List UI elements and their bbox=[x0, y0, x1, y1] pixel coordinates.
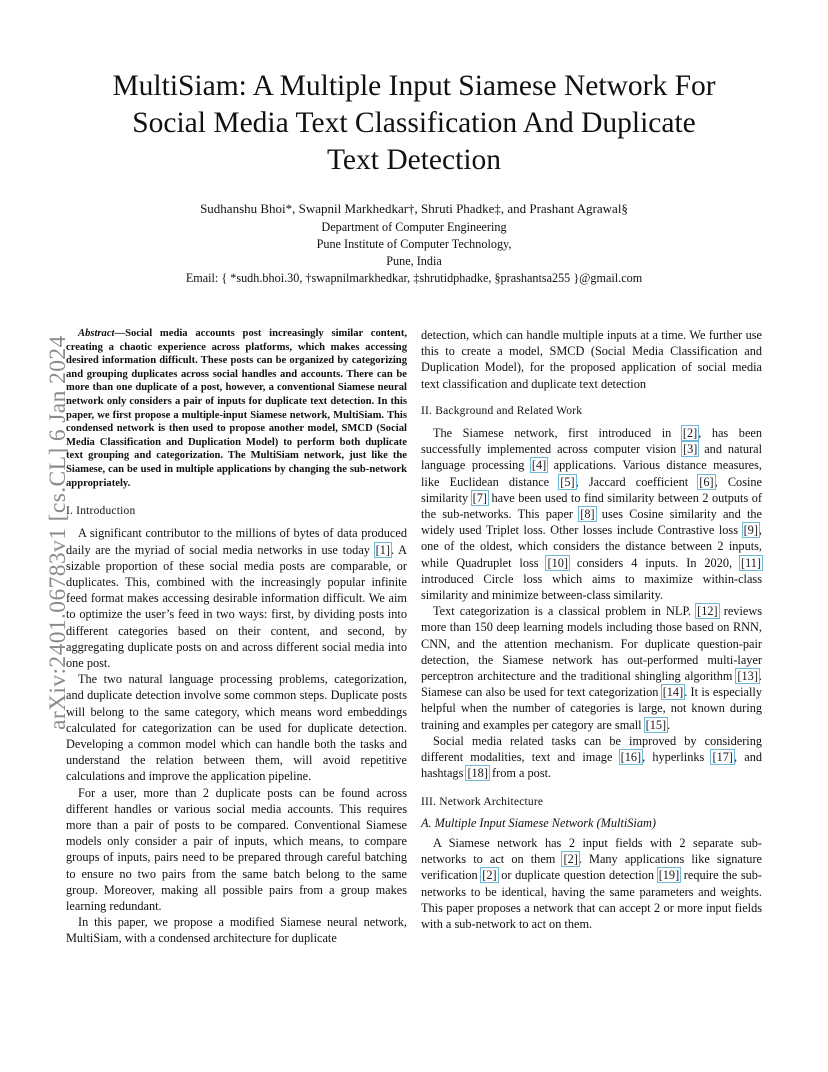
paragraph-text: require the sub-networks to be identical, having the same parameters and weights. This paper proposes a network that can accept 2 or more input fields with a sub-network to act on them. bbox=[421, 868, 763, 931]
paragraph-text: The Siamese network, first introduced in bbox=[433, 426, 682, 441]
paragraph-text: uses Cosine similarity and the widely used Triplet loss. Other losses include Contrastive loss bbox=[421, 507, 762, 538]
right-column bbox=[421, 327, 762, 932]
citation-link[interactable]: [13] bbox=[737, 669, 758, 684]
background-paragraph bbox=[421, 733, 762, 782]
title-line-3: Text Detection bbox=[326, 144, 502, 176]
abstract bbox=[66, 327, 407, 490]
citation-link[interactable]: [6] bbox=[699, 474, 714, 489]
institute: Pune Institute of Computer Technology, bbox=[316, 237, 512, 251]
section-heading-background: II. Background and Related Work bbox=[421, 404, 583, 417]
network-paragraphs bbox=[421, 835, 762, 932]
citation-link[interactable]: [2] bbox=[482, 868, 497, 883]
intro-paragraphs bbox=[66, 525, 407, 946]
citation-link[interactable]: [11] bbox=[740, 555, 762, 570]
citation-link[interactable]: [14] bbox=[662, 685, 684, 700]
paragraph-text: . bbox=[667, 717, 671, 732]
citation-link[interactable]: [2] bbox=[563, 852, 578, 867]
intro-paragraph bbox=[66, 914, 407, 946]
paragraph-text: For a user, more than 2 duplicate posts can be found across different handles or various social media accounts. This requires more than a pair of posts to be compared. Conventional Siamese models only consider a pair of inputs, which means, to compare groups of inputs, pairs need to be prepared through careful batching to ensure no two pairs from the same batch belong to the same group. Moreover, making all possible pairs from a group makes learning redundant. bbox=[66, 785, 407, 913]
paragraph-text: introduced Circle loss which aims to maximize within-class similarity and minimize between-class similarity. bbox=[421, 571, 762, 603]
paragraph-text: In this paper, we propose a modified Siamese neural network, MultiSiam, with a condensed architecture for duplicate bbox=[66, 915, 407, 946]
intro-paragraph bbox=[66, 671, 407, 784]
citation-link[interactable]: [16] bbox=[620, 750, 642, 765]
subsection-heading-multisiam: A. Multiple Input Siamese Network (MultiSiam) bbox=[421, 815, 656, 830]
abstract-text: —Social media accounts post increasingly similar content, creating a chaotic experience across platforms, which makes accessing desired information difficult. These posts can be organized by categorizing and grouping duplicates across social handles and accounts. There can be more than one duplicate of a post, however, a conventional Siamese neural network only considers a pair of inputs for duplicate text detection. In this paper, we first propose a multiple-input Siamese network, MultiSiam. This condensed network is then used to propose another model, SMCD (Social Media Classification and Duplication Model) to perform both duplicate text grouping and categorization. The MultiSiam network, just like the Siamese, can be used in multiple applications by changing the sub-network appropriately. bbox=[66, 328, 407, 489]
citation-link[interactable]: [5] bbox=[560, 474, 575, 489]
left-column bbox=[66, 327, 407, 947]
citation-link[interactable]: [12] bbox=[697, 604, 718, 619]
arxiv-stamp bbox=[9, 300, 71, 730]
paragraph-text: A significant contributor to the millions of bytes of data produced daily are the myriad of social media networks in use today bbox=[66, 526, 407, 557]
paragraph-text: reviews more than 150 deep learning models including those based on RNN, CNN, and the attention mechanism. For duplicate question-pair detection, the Siamese network has out-performed multi-layer perceptron architecture and the traditional shingling algorithm bbox=[421, 604, 762, 684]
citation-link[interactable]: [15] bbox=[645, 717, 667, 732]
paragraph-text: from a post. bbox=[488, 766, 552, 781]
citation-link[interactable]: [17] bbox=[712, 750, 733, 765]
paragraph-text: A Siamese network has 2 input fields with 2 separate sub-networks to act on them bbox=[421, 835, 762, 867]
citation-link[interactable]: [1] bbox=[375, 542, 390, 557]
city: Pune, India bbox=[386, 254, 442, 268]
paragraph-text: , and hashtags bbox=[421, 750, 763, 781]
abstract-label: Abstract bbox=[78, 328, 115, 339]
paragraph-text: , hyperlinks bbox=[642, 750, 712, 765]
paragraph-text: considers 4 inputs. In 2020, bbox=[568, 555, 740, 570]
citation-link[interactable]: [4] bbox=[531, 458, 547, 473]
arxiv-stamp-text: arXiv:2401.06783v1 [cs.CL] 6 Jan 2024 bbox=[45, 335, 71, 730]
network-paragraph bbox=[421, 835, 762, 932]
paragraph-text: . It is especially helpful when the number of categories is large, not known during training and examples per category are small bbox=[421, 685, 762, 732]
paragraph-text: . A sizable proportion of these social media posts are comparable, or duplicates. This, combined with the increasingly popular infinite feed format makes accessing desirable information difficult. We aim to optimize the user’s feed in two ways: first, by dividing posts into different categories based on their content, and second, by aggregating duplicate posts on and across different social media into one post. bbox=[66, 542, 407, 670]
author-list: Sudhanshu Bhoi*, Swapnil Markhedkar†, Shruti Phadke‡, and Prashant Agrawal§ bbox=[200, 201, 628, 216]
citation-link[interactable]: [8] bbox=[580, 507, 595, 522]
citation-link[interactable]: [10] bbox=[547, 555, 568, 570]
paragraph-text: Text categorization is a classical problem in NLP. bbox=[433, 604, 697, 619]
section-heading-network: III. Network Architecture bbox=[421, 796, 544, 809]
paragraph-text: or duplicate question detection bbox=[497, 868, 658, 883]
background-paragraphs bbox=[421, 425, 762, 781]
section-heading-intro: I. Introduction bbox=[66, 505, 136, 518]
paper-title bbox=[50, 68, 778, 179]
citation-link[interactable]: [3] bbox=[682, 442, 698, 457]
paragraph-text: , Jaccard coefficient bbox=[575, 474, 699, 489]
paragraph-text: . Siamese can also be used for text categorization bbox=[421, 669, 762, 700]
paragraph-text: , Cosine similarity bbox=[421, 474, 762, 505]
citation-link[interactable]: [18] bbox=[467, 766, 488, 781]
paragraph-text: Social media related tasks can be improved by considering different modalities, text and image bbox=[421, 733, 762, 765]
background-paragraph bbox=[421, 425, 762, 603]
department: Department of Computer Engineering bbox=[321, 220, 507, 234]
citation-link[interactable]: [2] bbox=[682, 426, 698, 441]
citation-link[interactable]: [9] bbox=[743, 523, 758, 538]
citation-link[interactable]: [7] bbox=[472, 490, 487, 505]
paragraph-text: The two natural language processing problems, categorization, and duplicate detection involve some common steps. Duplicate posts will belong to the same category, which means word embeddings calculated for categorization can be used for duplicate detection. Developing a common model which can handle both the tasks and understand the relation between them, will avoid repetitive calculations and improve the application pipeline. bbox=[66, 672, 407, 784]
paragraph-text: . Many applications like signature verification bbox=[421, 852, 762, 883]
title-line-1: MultiSiam: A Multiple Input Siamese Network For bbox=[112, 70, 716, 102]
intro-continuation: detection, which can handle multiple inputs at a time. We further use this to create a model, SMCD (Social Media Classification and Duplication Model), for the proposed application of social media text classification and duplicate text detection bbox=[421, 328, 762, 391]
paragraph-text: have been used to find similarity between 2 outputs of the sub-networks. This paper bbox=[421, 490, 762, 522]
paragraph-text: , has been successfully implemented across computer vision bbox=[421, 426, 763, 457]
citation-link[interactable]: [19] bbox=[658, 868, 680, 883]
intro-paragraph bbox=[66, 785, 407, 915]
paragraph-text: and natural language processing bbox=[421, 442, 763, 473]
intro-paragraph bbox=[66, 525, 407, 671]
paragraph-text: applications. Various distance measures, like Euclidean distance bbox=[421, 458, 762, 489]
background-paragraph bbox=[421, 603, 762, 733]
title-line-2: Social Media Text Classification And Duplicate bbox=[132, 107, 696, 139]
paragraph-text: , one of the oldest, which considers the distance between 2 inputs, while Quadruplet loss bbox=[421, 523, 762, 570]
email-line: Email: { *sudh.bhoi.30, †swapnilmarkhedkar, ‡shrutidphadke, §prashantsa255 }@gmail.com bbox=[185, 271, 643, 285]
